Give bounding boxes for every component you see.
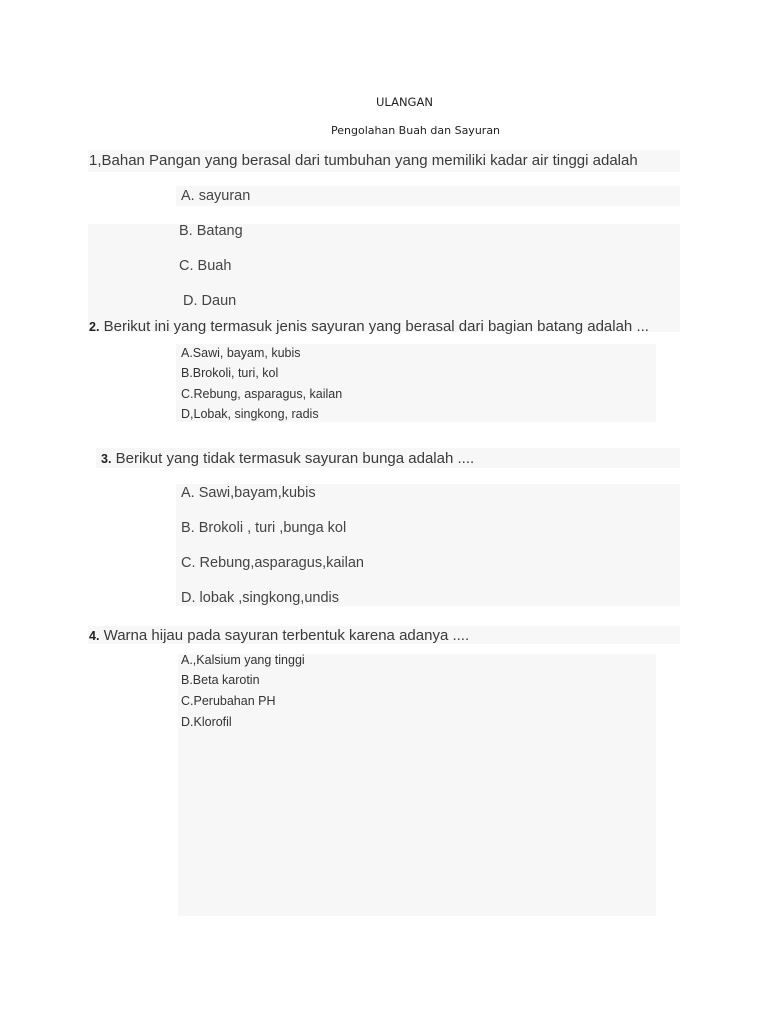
question-1-option-a: A. sayuran (181, 188, 251, 204)
question-1-option-d: D. Daun (183, 293, 237, 309)
question-2-number: 2. (89, 320, 100, 334)
question-4-option-a: A.,Kalsium yang tinggi (181, 653, 305, 667)
q1-optA-shade (176, 186, 680, 206)
question-1-option-b: B. Batang (179, 223, 243, 239)
question-4-option-c: C.Perubahan PH (181, 694, 276, 708)
page-subtitle: Pengolahan Buah dan Sayuran (331, 124, 501, 137)
question-4-option-d: D.Klorofil (181, 715, 232, 729)
question-4 (89, 627, 469, 644)
question-1-text: 1,Bahan Pangan yang berasal dari tumbuhan yang memiliki kadar air tinggi adalah (89, 152, 638, 169)
question-2-text: Berikut ini yang termasuk jenis sayuran yang berasal dari bagian batang adalah ... (103, 318, 649, 335)
question-2 (89, 318, 649, 335)
question-3-number: 3. (101, 452, 112, 466)
q1-options-shade (88, 224, 680, 332)
question-1-option-c: C. Buah (179, 258, 232, 274)
question-3-option-d: D. lobak ,singkong,undis (181, 590, 339, 606)
question-2-option-a: A.Sawi, bayam, kubis (181, 346, 301, 360)
q3-options-shade (176, 484, 680, 606)
page-title: ULANGAN (376, 95, 433, 109)
question-3-option-b: B. Brokoli , turi ,bunga kol (181, 520, 347, 536)
question-3 (101, 450, 474, 467)
question-4-text: Warna hijau pada sayuran terbentuk karena adanya .... (103, 627, 470, 644)
question-4-option-b: B.Beta karotin (181, 673, 260, 687)
question-3-text: Berikut yang tidak termasuk sayuran bunga adalah .... (115, 450, 475, 467)
question-4-number: 4. (89, 629, 100, 643)
question-2-option-d: D,Lobak, singkong, radis (181, 407, 319, 421)
question-2-option-b: B.Brokoli, turi, kol (181, 366, 279, 380)
question-3-option-a: A. Sawi,bayam,kubis (181, 485, 316, 501)
question-3-option-c: C. Rebung,asparagus,kailan (181, 555, 364, 571)
question-2-option-c: C.Rebung, asparagus, kailan (181, 387, 343, 401)
